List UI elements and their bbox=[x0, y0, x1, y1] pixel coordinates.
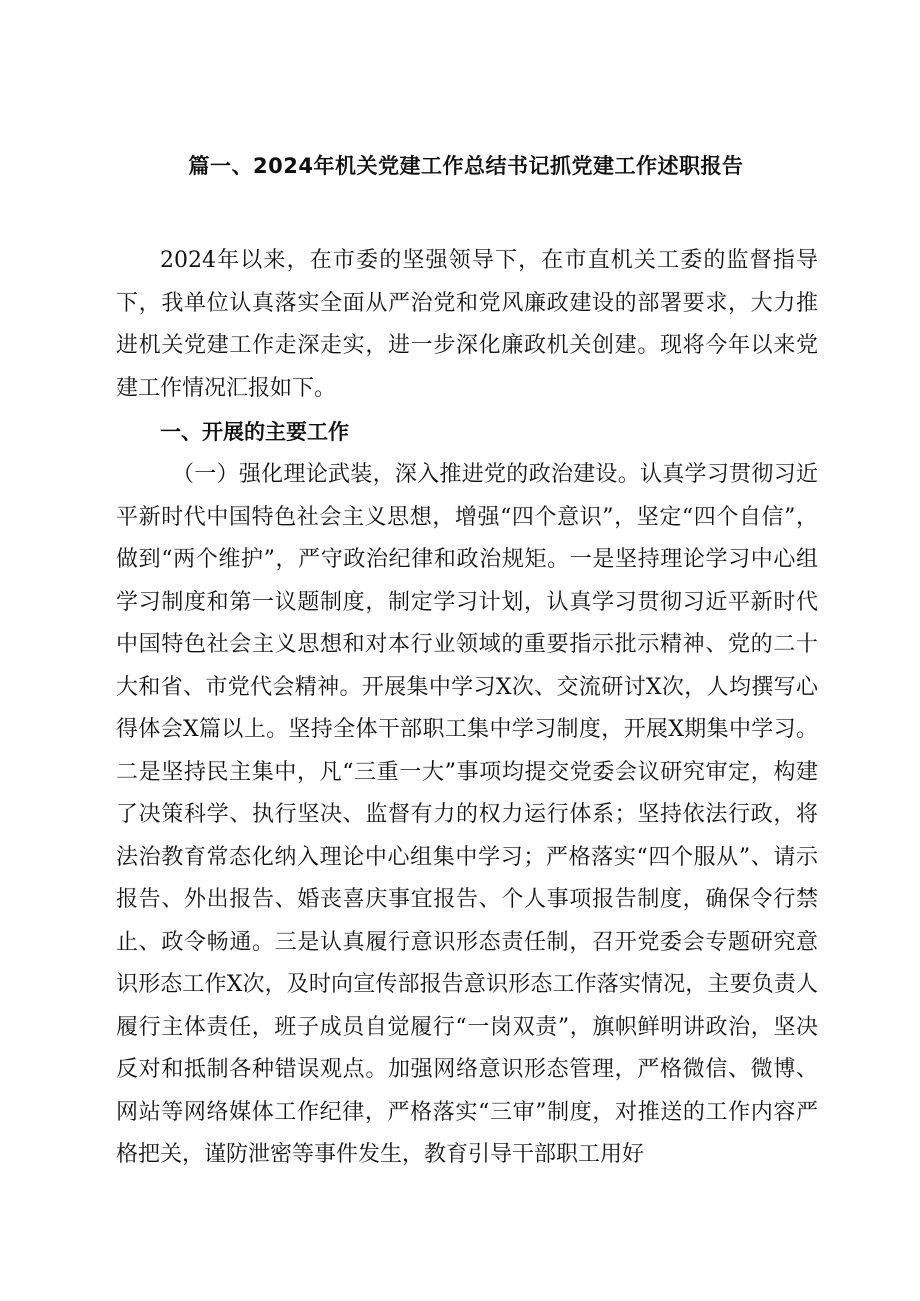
document-title: 篇一、2024年机关党建工作总结书记抓党建工作述职报告 bbox=[188, 154, 744, 178]
section-heading: 一、开展的主要工作 bbox=[160, 420, 349, 444]
intro-paragraph: 2024年以来，在市委的坚强领导下，在市直机关工委的监督指导下，我单位认真落实全面从严治党和党风廉政建设的部署要求，大力推进机关党建工作走深走实，进一步深化廉政机关创建。现将今年以来党建工作情况汇报如下。 bbox=[116, 248, 818, 401]
section-paragraph: （一）强化理论武装，深入推进党的政治建设。认真学习贯彻习近平新时代中国特色社会主义思想，增强“四个意识”，坚定“四个自信”，做到“两个维护”，严守政治纪律和政治规矩。一是坚持理论学习中心组学习制度和第一议题制度，制定学习计划，认真学习贯彻习近平新时代中国特色社会主义思想和对本行业领域的重要指示批示精神、党的二十大和省、市党代会精神。开展集中学习X次、交流研讨X次，人均撰写心得体会X篇以上。坚持全体干部职工集中学习制度，开展X期集中学习。二是坚持民主集中，凡“三重一大”事项均提交党委会议研究审定，构建了决策科学、执行坚决、监督有力的权力运行体系；坚持依法行政，将法治教育常态化纳入理论中心组集中学习；严格落实“四个服从”、请示报告、外出报告、婚丧喜庆事宜报告、个人事项报告制度，确保令行禁止、政令畅通。三是认真履行意识形态责任制，召开党委会专题研究意识形态工作X次，及时向宣传部报告意识形态工作落实情况，主要负责人履行主体责任，班子成员自觉履行“一岗双责”，旗帜鲜明讲政治，坚决反对和抵制各种错误观点。加强网络意识形态管理，严格微信、微博、网站等网络媒体工作纪律，严格落实“三审”制度，对推送的工作内容严格把关，谨防泄密等事件发生，教育引导干部职工用好 bbox=[116, 462, 818, 1167]
